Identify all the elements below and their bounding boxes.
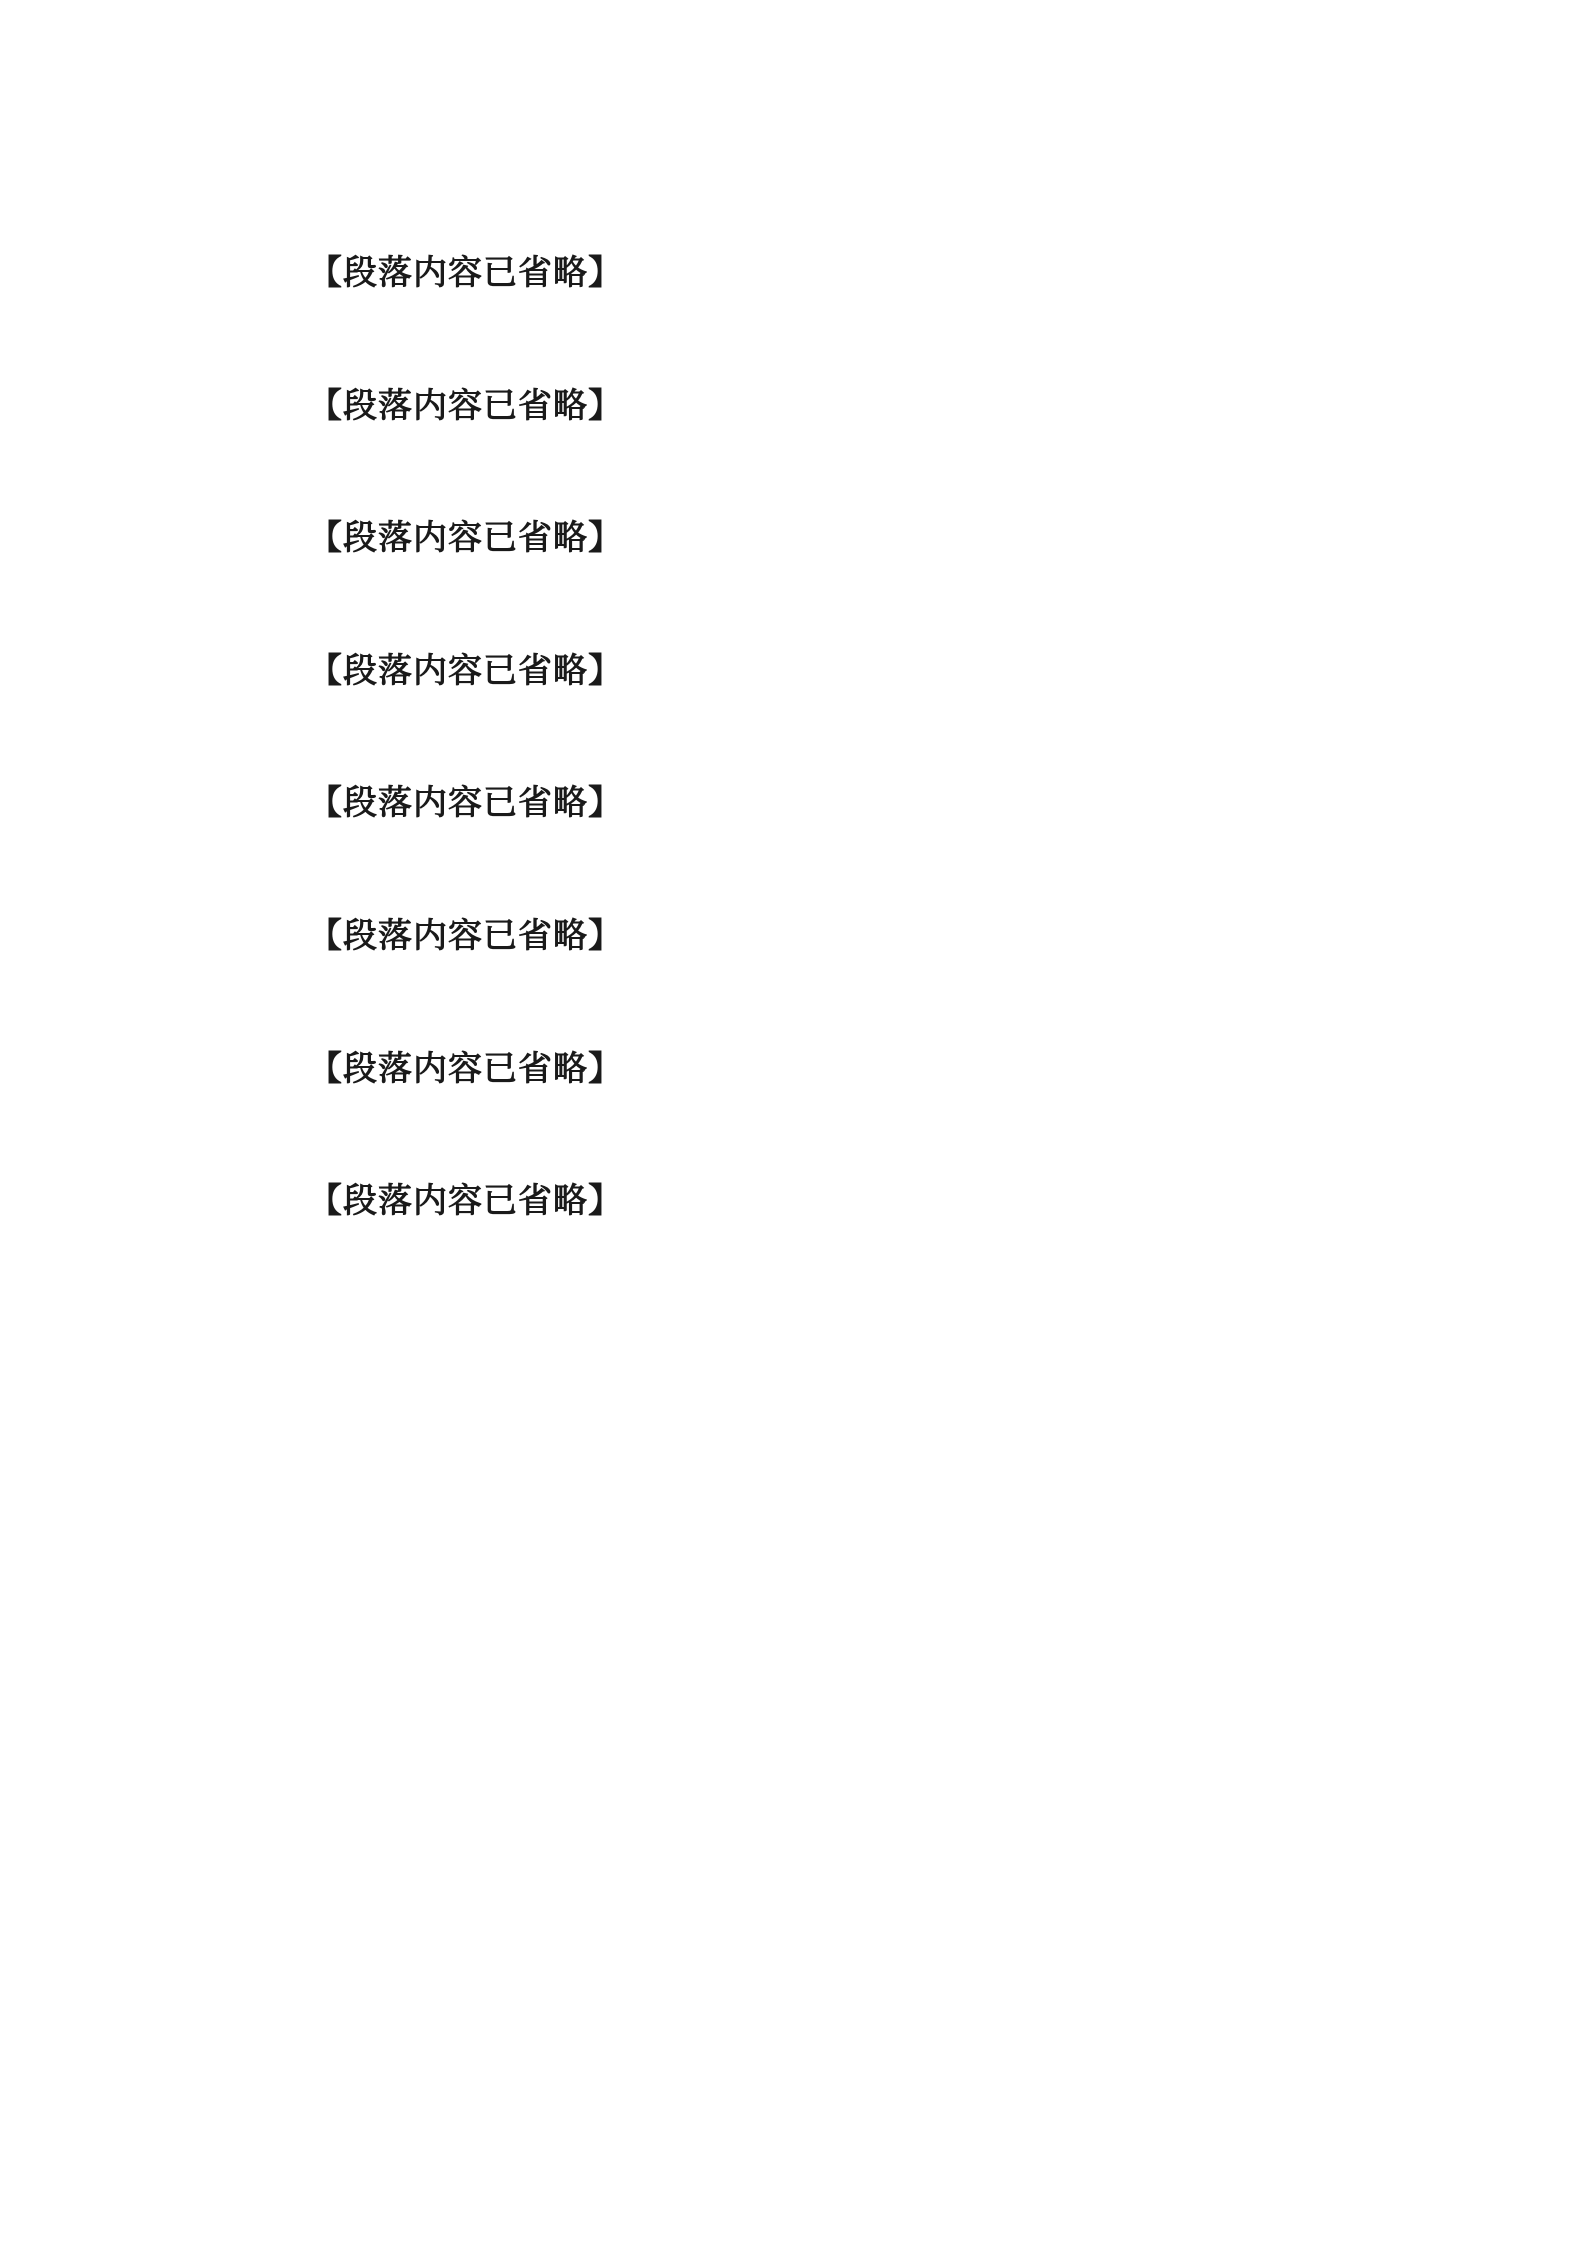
paragraph: 【段落内容已省略】 xyxy=(308,783,623,824)
paragraph: 【段落内容已省略】 xyxy=(308,915,623,956)
paragraph: 【段落内容已省略】 xyxy=(308,385,623,426)
paragraph: 【段落内容已省略】 xyxy=(308,650,623,691)
paragraph: 【段落内容已省略】 xyxy=(308,1181,623,1222)
paragraph: 【段落内容已省略】 xyxy=(308,518,623,559)
paragraph: 【段落内容已省略】 xyxy=(308,1048,623,1089)
paragraph: 【段落内容已省略】 xyxy=(308,253,623,293)
